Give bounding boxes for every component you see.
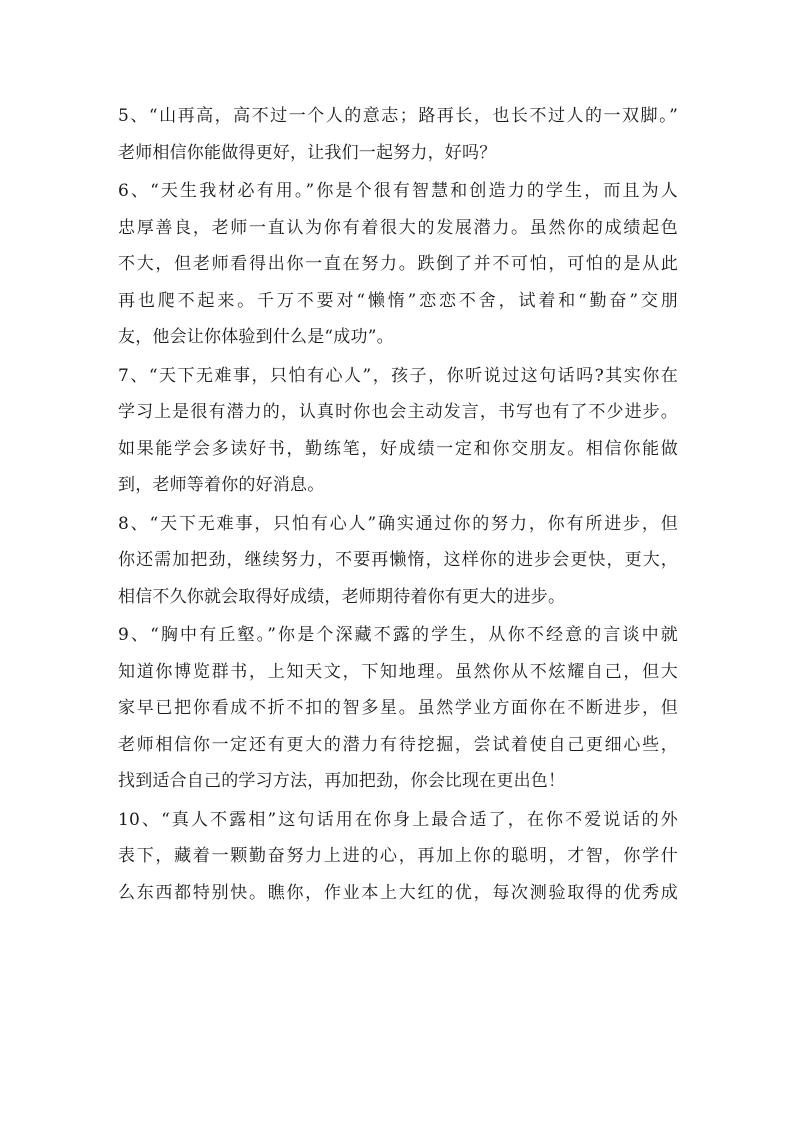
text-line: 忠厚善良，老师一直认为你有着很大的发展潜力。虽然你的成绩起色 [118, 217, 678, 238]
text-line: 表下，藏着一颗勤奋努力上进的心，再加上你的聪明，才智，你学什 [118, 846, 678, 866]
text-line: 家早已把你看成不折不扣的智多星。虽然学业方面你在不断进步，但 [118, 698, 678, 718]
text-line: 9、“胸中有丘壑。”你是个深藏不露的学生，从你不经意的言谈中就 [118, 625, 678, 645]
text-line: 到，老师等着你的好消息。 [118, 475, 325, 495]
paragraph-comment-10 [118, 802, 678, 912]
text-line: 友，他会让你体验到什么是“成功”。 [118, 327, 394, 347]
text-line: 6、“天生我材必有用。”你是个很有智慧和创造力的学生，而且为人 [118, 181, 678, 201]
text-line: 8、“天下无难事，只怕有心人”确实通过你的努力，你有所进步，但 [118, 513, 678, 534]
paragraph-comment-8 [118, 506, 678, 616]
text-line: 找到适合自己的学习方法，再加把劲，你会比现在更出色！ [118, 771, 566, 791]
text-line: 7、“天下无难事，只怕有心人”，孩子，你听说过这句话吗?其实你在 [118, 365, 678, 386]
text-line: 学习上是很有潜力的，认真时你也会主动发言，书写也有了不少进步。 [118, 402, 678, 422]
text-line: 老师相信你能做得更好，让我们一起努力，好吗？ [118, 142, 497, 163]
text-line: 不大，但老师看得出你一直在努力。跌倒了并不可怕，可怕的是从此 [118, 254, 678, 274]
paragraph-comment-9 [118, 617, 678, 800]
document-body [118, 98, 678, 913]
text-line: 5、“山再高，高不过一个人的意志；路再长，也长不过人的一双脚。” [118, 106, 678, 126]
text-line: 你还需加把劲，继续努力，不要再懒惰，这样你的进步会更快，更大， [118, 550, 678, 570]
text-line: 如果能学会多读好书，勤练笔，好成绩一定和你交朋友。相信你能做 [118, 438, 678, 459]
text-line: 相信不久你就会取得好成绩，老师期待着你有更大的进步。 [118, 586, 566, 607]
text-line: 10、“真人不露相”这句话用在你身上最合适了，在你不爱说话的外 [118, 809, 678, 830]
text-line: 么东西都特别快。瞧你，作业本上大红的优，每次测验取得的优秀成 [118, 882, 678, 903]
paragraph-comment-7 [118, 358, 678, 504]
paragraph-comment-6 [118, 173, 678, 356]
text-line: 再也爬不起来。千万不要对“懒惰”恋恋不舍，试着和“勤奋”交朋 [118, 290, 678, 311]
paragraph-comment-5 [118, 98, 678, 171]
text-line: 知道你博览群书，上知天文，下知地理。虽然你从不炫耀自己，但大 [118, 661, 678, 682]
text-line: 老师相信你一定还有更大的潜力有待挖掘，尝试着使自己更细心些， [118, 734, 678, 755]
